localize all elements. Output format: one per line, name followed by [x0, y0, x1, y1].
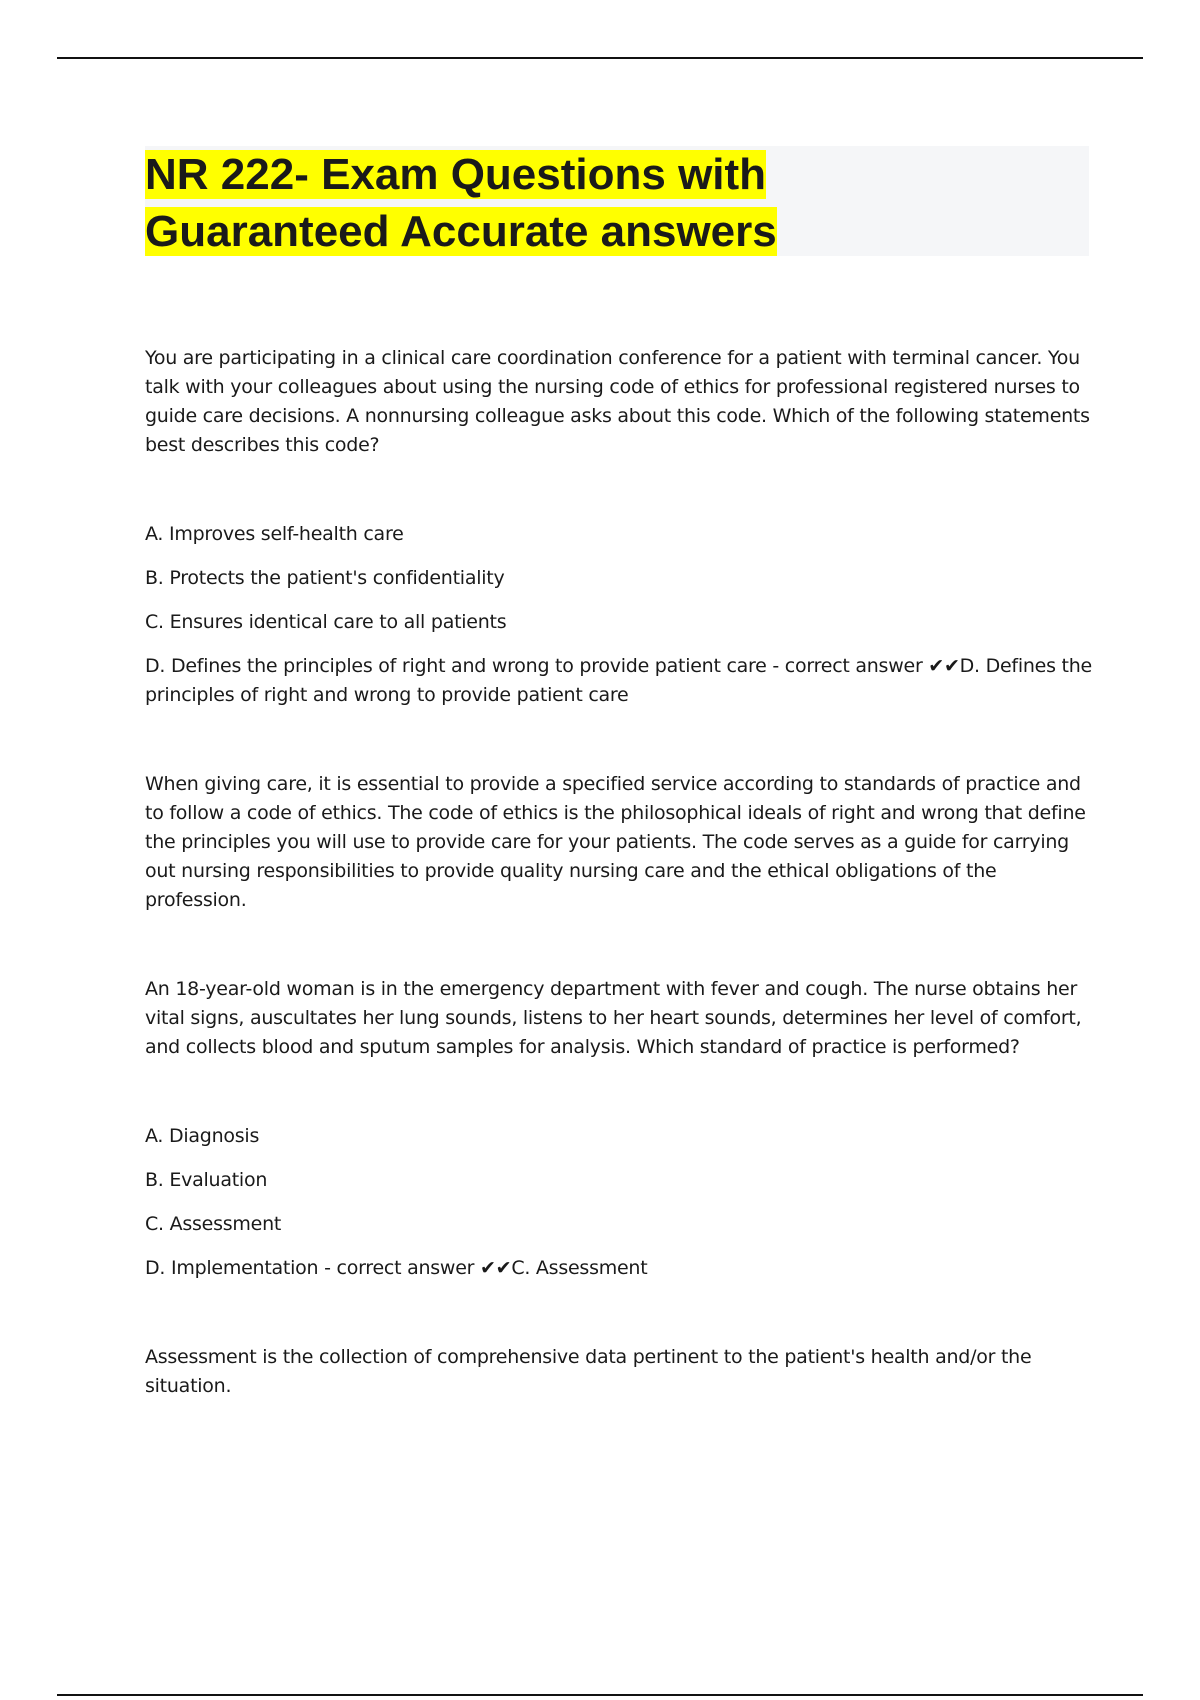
document-title: [145, 146, 1089, 260]
title-band: [145, 146, 1089, 256]
question-1-text: You are participating in a clinical care coordination conference for a patient with terminal cancer. You talk with your colleagues about using the nursing code of ethics for professional registered nurses to guide care decisions. A nonnursing colleague asks about this code. Which of the following statements best describes this code?: [145, 347, 1090, 456]
title-line-2: Guaranteed Accurate answers: [145, 207, 777, 256]
title-line-1: NR 222- Exam Questions with: [145, 150, 767, 199]
document-body: [145, 344, 1095, 1401]
bottom-rule: [57, 1694, 1143, 1696]
question-1-rationale: When giving care, it is essential to provide a specified service according to standards of practice and to follow a code of ethics. The code of ethics is the philosophical ideals of right and wrong that define the principles you will use to provide care for your patients. The code serves as a guide for carrying out nursing responsibilities to provide quality nursing care and the ethical obligations of the profession.: [145, 773, 1086, 911]
question-2-text: An 18-year-old woman is in the emergency department with fever and cough. The nurse obtains her vital signs, auscultates her lung sounds, listens to her heart sounds, determines her level of comfort, and collects blood and sputum samples for analysis. Which standard of practice is performed?: [145, 978, 1082, 1058]
question-1-option-a: A. Improves self-health care: [145, 523, 404, 545]
question-2-option-d: D. Implementation - correct answer ✔✔C. Assessment: [145, 1257, 648, 1279]
question-1-option-b: B. Protects the patient's confidentiality: [145, 567, 505, 589]
question-1-option-c: C. Ensures identical care to all patients: [145, 611, 507, 633]
question-2-rationale: Assessment is the collection of comprehensive data pertinent to the patient's health and/or the situation.: [145, 1346, 1032, 1397]
top-rule: [57, 57, 1143, 59]
question-2-option-b: B. Evaluation: [145, 1169, 268, 1191]
question-2-option-c: C. Assessment: [145, 1213, 282, 1235]
question-1-option-d: D. Defines the principles of right and wrong to provide patient care - correct answer ✔✔D. Defines the principles of right and wrong to provide patient care: [145, 655, 1092, 706]
question-2-option-a: A. Diagnosis: [145, 1125, 260, 1147]
